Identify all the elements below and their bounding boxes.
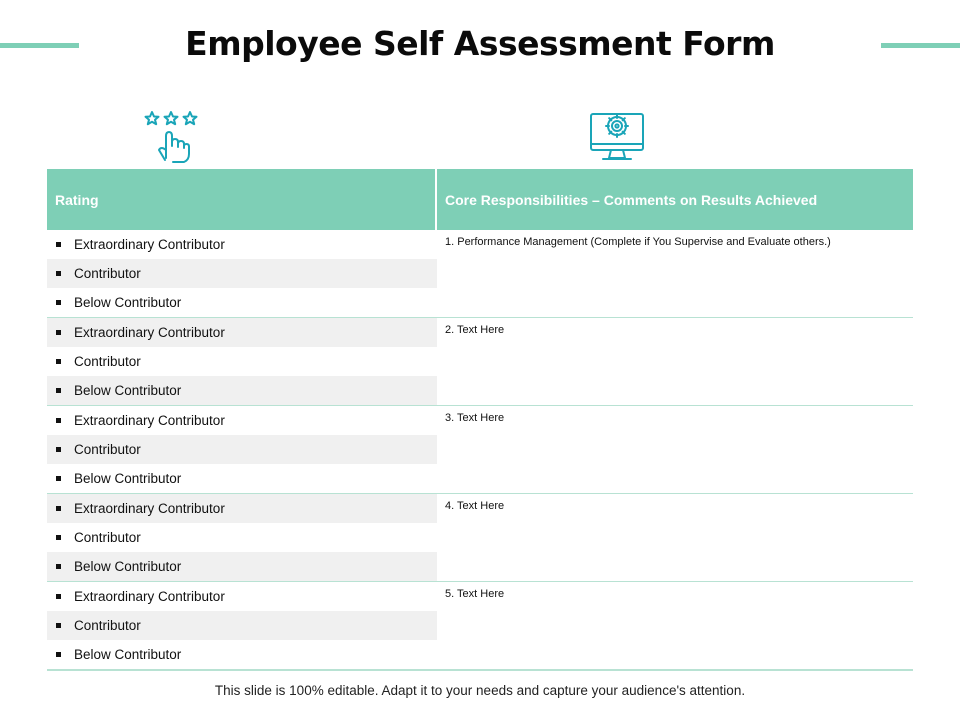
rating-options [47, 230, 437, 317]
table-row-group [47, 582, 913, 671]
rating-option[interactable] [47, 318, 437, 347]
rating-label: Below Contributor [74, 559, 182, 574]
rating-option[interactable] [47, 435, 437, 464]
bullet-icon [56, 506, 61, 511]
table-header [47, 169, 913, 230]
rating-label: Extraordinary Contributor [74, 237, 225, 252]
rating-option[interactable] [47, 376, 437, 405]
rating-option[interactable] [47, 640, 437, 669]
page-title: Employee Self Assessment Form [185, 24, 775, 63]
bullet-icon [56, 300, 61, 305]
rating-label: Contributor [74, 618, 141, 633]
table-row-group [47, 494, 913, 582]
rating-label: Contributor [74, 442, 141, 457]
header-rating: Rating [47, 169, 437, 230]
bullet-icon [56, 359, 61, 364]
comment-cell[interactable]: 3. Text Here [445, 412, 505, 424]
bullet-icon [56, 330, 61, 335]
bullet-icon [56, 594, 61, 599]
rating-options [47, 318, 437, 405]
rating-option[interactable] [47, 464, 437, 493]
table-row-group [47, 406, 913, 494]
rating-label: Below Contributor [74, 383, 182, 398]
rating-label: Extraordinary Contributor [74, 413, 225, 428]
rating-label: Extraordinary Contributor [74, 501, 225, 516]
rating-label: Extraordinary Contributor [74, 589, 225, 604]
bullet-icon [56, 242, 61, 247]
rating-options [47, 582, 437, 669]
comment-cell[interactable]: 1. Performance Management (Complete if You Supervise and Evaluate others.) [445, 236, 831, 248]
rating-label: Contributor [74, 530, 141, 545]
rating-option[interactable] [47, 230, 437, 259]
monitor-gear-icon [583, 106, 651, 166]
bullet-icon [56, 418, 61, 423]
rating-option[interactable] [47, 552, 437, 581]
rating-stars-hand-icon [140, 106, 204, 166]
bullet-icon [56, 652, 61, 657]
rating-option[interactable] [47, 259, 437, 288]
rating-option[interactable] [47, 611, 437, 640]
footer-note: This slide is 100% editable. Adapt it to your needs and capture your audience's attention. [214, 683, 746, 698]
assessment-table [47, 169, 913, 671]
table-row-group [47, 230, 913, 318]
rating-options [47, 406, 437, 493]
rating-label: Contributor [74, 354, 141, 369]
bullet-icon [56, 447, 61, 452]
header-core-responsibilities: Core Responsibilities – Comments on Results Achieved [445, 191, 818, 208]
rating-option[interactable] [47, 347, 437, 376]
rating-label: Extraordinary Contributor [74, 325, 225, 340]
bullet-icon [56, 623, 61, 628]
bullet-icon [56, 388, 61, 393]
comment-cell[interactable]: 2. Text Here [445, 324, 505, 336]
rating-option[interactable] [47, 582, 437, 611]
bullet-icon [56, 476, 61, 481]
rating-label: Below Contributor [74, 471, 182, 486]
table-row-group [47, 318, 913, 406]
comment-cell[interactable]: 4. Text Here [445, 500, 505, 512]
rating-label: Below Contributor [74, 647, 182, 662]
rating-label: Contributor [74, 266, 141, 281]
rating-option[interactable] [47, 494, 437, 523]
rating-option[interactable] [47, 406, 437, 435]
bullet-icon [56, 535, 61, 540]
rating-option[interactable] [47, 523, 437, 552]
rating-options [47, 494, 437, 581]
comment-cell[interactable]: 5. Text Here [445, 588, 505, 600]
rating-option[interactable] [47, 288, 437, 317]
rating-label: Below Contributor [74, 295, 182, 310]
bullet-icon [56, 564, 61, 569]
bullet-icon [56, 271, 61, 276]
